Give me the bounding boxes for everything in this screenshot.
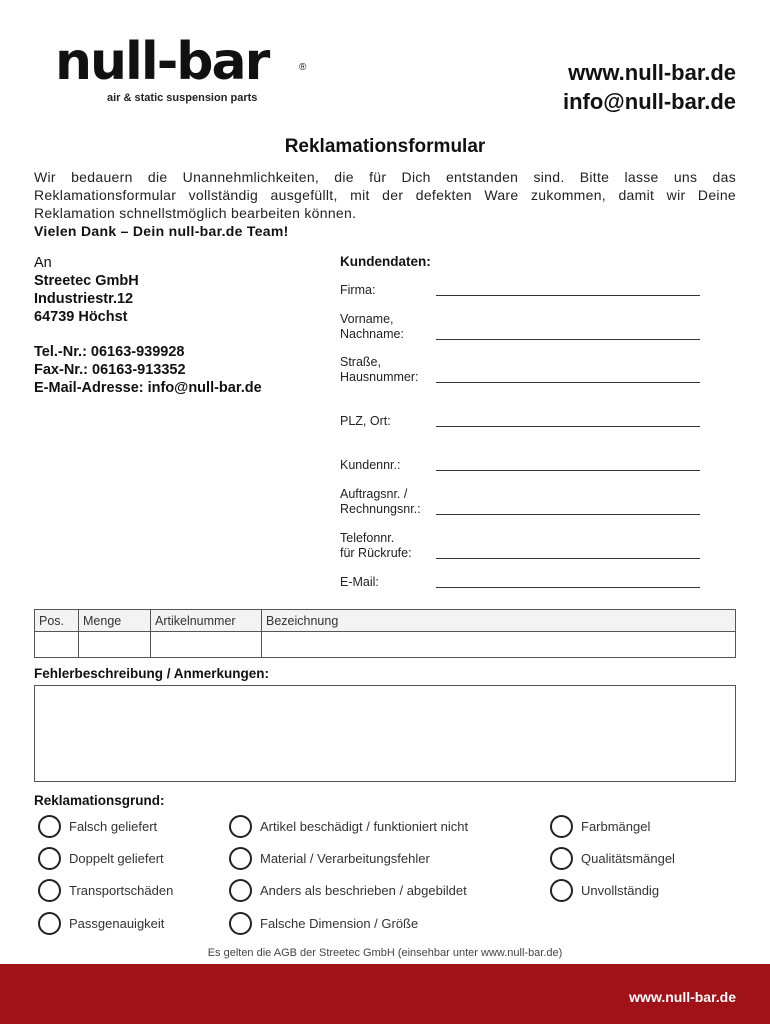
radio-circle-icon[interactable] xyxy=(229,847,252,870)
reason-option-label: Unvollständig xyxy=(581,882,660,898)
reason-option-artikel-beschaedigt[interactable] xyxy=(229,814,468,838)
field-name[interactable] xyxy=(340,312,700,342)
error-description-textarea[interactable] xyxy=(34,685,736,782)
reason-option-passgenauigkeit[interactable] xyxy=(38,911,164,935)
intro-paragraph: Wir bedauern die Unannehmlichkeiten, die für Dich entstanden sind. Bitte lasse uns das Reklamationsformular vollständig ausgefüllt, mit der defekten Ware zukommen, damit wir Deine Reklamation schnellstmöglich bearbeiten können. xyxy=(34,169,736,221)
field-label: Kundennr.: xyxy=(340,458,401,472)
address-tel: Tel.-Nr.: 06163-939928 xyxy=(34,344,185,360)
field-auftragsnr[interactable] xyxy=(340,487,700,517)
reason-option-falsche-dimension[interactable] xyxy=(229,911,418,935)
input-line[interactable] xyxy=(436,587,700,588)
column-header-artikelnummer: Artikelnummer xyxy=(151,610,262,632)
cell-pos[interactable] xyxy=(35,632,79,658)
field-kundennr[interactable] xyxy=(340,458,700,473)
footer-website-link[interactable]: www.null-bar.de xyxy=(629,989,736,1005)
reason-option-falsch-geliefert[interactable] xyxy=(38,814,157,838)
address-street: Industriestr.12 xyxy=(34,291,134,307)
field-label: Vorname, Nachname: xyxy=(340,312,404,341)
reason-option-label: Doppelt geliefert xyxy=(69,850,164,866)
field-address[interactable] xyxy=(340,355,700,385)
field-label: Telefonnr. für Rückrufe: xyxy=(340,531,412,560)
table-header-row xyxy=(35,610,736,632)
header-email-link[interactable]: info@null-bar.de xyxy=(562,89,736,114)
field-plz-ort[interactable] xyxy=(340,414,700,429)
input-line[interactable] xyxy=(436,295,700,296)
radio-circle-icon[interactable] xyxy=(550,847,573,870)
header-contact xyxy=(563,58,736,116)
reason-option-qualitaetsmaengel[interactable] xyxy=(550,846,675,870)
reason-option-label: Farbmängel xyxy=(581,818,651,834)
reason-option-unvollstaendig[interactable] xyxy=(550,878,659,902)
radio-circle-icon[interactable] xyxy=(38,815,61,838)
address-company: Streetec GmbH xyxy=(34,273,139,289)
field-label: Straße, Hausnummer: xyxy=(340,355,419,384)
reason-option-doppelt-geliefert[interactable] xyxy=(38,846,164,870)
agb-note: Es gelten die AGB der Streetec GmbH (einsehbar unter www.null-bar.de) xyxy=(207,947,563,959)
field-firma[interactable] xyxy=(340,283,700,298)
logo-tagline: air & static suspension parts xyxy=(107,92,258,104)
reason-label: Reklamationsgrund: xyxy=(34,793,165,808)
footer-bar xyxy=(0,964,770,1024)
cell-bezeichnung[interactable] xyxy=(262,632,736,658)
table-row xyxy=(35,632,736,658)
input-line[interactable] xyxy=(436,470,700,471)
column-header-pos: Pos. xyxy=(35,610,79,632)
field-label: Auftragsnr. / Rechnungsnr.: xyxy=(340,487,421,516)
field-label: Firma: xyxy=(340,283,376,297)
form-title: Reklamationsformular xyxy=(284,136,486,157)
logo-wordmark: null-bar xyxy=(55,32,269,92)
reason-option-transportschaeden[interactable] xyxy=(38,878,173,902)
reason-option-label: Anders als beschrieben / abgebildet xyxy=(260,882,467,898)
header-website-link[interactable]: www.null-bar.de xyxy=(568,60,736,85)
intro-thanks: Vielen Dank – Dein null-bar.de Team! xyxy=(34,223,289,239)
radio-circle-icon[interactable] xyxy=(229,815,252,838)
reason-option-label: Falsch geliefert xyxy=(69,818,158,834)
reason-option-label: Passgenauigkeit xyxy=(69,915,165,931)
field-label: PLZ, Ort: xyxy=(340,414,391,428)
reason-option-label: Transportschäden xyxy=(69,882,174,898)
reason-option-label: Falsche Dimension / Größe xyxy=(260,915,419,931)
items-table xyxy=(34,609,736,658)
radio-circle-icon[interactable] xyxy=(229,912,252,935)
cell-artikelnummer[interactable] xyxy=(151,632,262,658)
address-email: E-Mail-Adresse: info@null-bar.de xyxy=(34,380,262,396)
null-bar-logo xyxy=(55,32,315,112)
address-an: An xyxy=(34,255,52,271)
cell-menge[interactable] xyxy=(79,632,151,658)
error-description-label: Fehlerbeschreibung / Anmerkungen: xyxy=(34,666,270,681)
input-line[interactable] xyxy=(436,339,700,340)
intro-text xyxy=(34,168,736,240)
reason-option-anders-als-beschrieben[interactable] xyxy=(229,878,467,902)
reason-option-label: Material / Verarbeitungsfehler xyxy=(260,850,430,866)
logo-registered-mark: ® xyxy=(299,62,307,73)
recipient-address xyxy=(34,254,324,397)
radio-circle-icon[interactable] xyxy=(38,912,61,935)
customer-data-heading: Kundendaten: xyxy=(340,254,431,269)
reason-option-label: Qualitätsmängel xyxy=(581,850,675,866)
input-line[interactable] xyxy=(436,558,700,559)
reason-option-farbmaengel[interactable] xyxy=(550,814,650,838)
column-header-menge: Menge xyxy=(79,610,151,632)
header xyxy=(0,0,770,130)
address-city: 64739 Höchst xyxy=(34,309,128,325)
reason-option-label: Artikel beschädigt / funktioniert nicht xyxy=(260,818,469,834)
column-header-bezeichnung: Bezeichnung xyxy=(262,610,736,632)
radio-circle-icon[interactable] xyxy=(38,847,61,870)
customer-data-section xyxy=(340,254,740,590)
input-line[interactable] xyxy=(436,426,700,427)
radio-circle-icon[interactable] xyxy=(229,879,252,902)
input-line[interactable] xyxy=(436,382,700,383)
field-telefon[interactable] xyxy=(340,531,700,561)
radio-circle-icon[interactable] xyxy=(550,815,573,838)
address-fax: Fax-Nr.: 06163-913352 xyxy=(34,362,186,378)
input-line[interactable] xyxy=(436,514,700,515)
field-label: E-Mail: xyxy=(340,575,379,589)
reason-option-verarbeitungsfehler[interactable] xyxy=(229,846,430,870)
radio-circle-icon[interactable] xyxy=(550,879,573,902)
field-email[interactable] xyxy=(340,575,700,590)
radio-circle-icon[interactable] xyxy=(38,879,61,902)
